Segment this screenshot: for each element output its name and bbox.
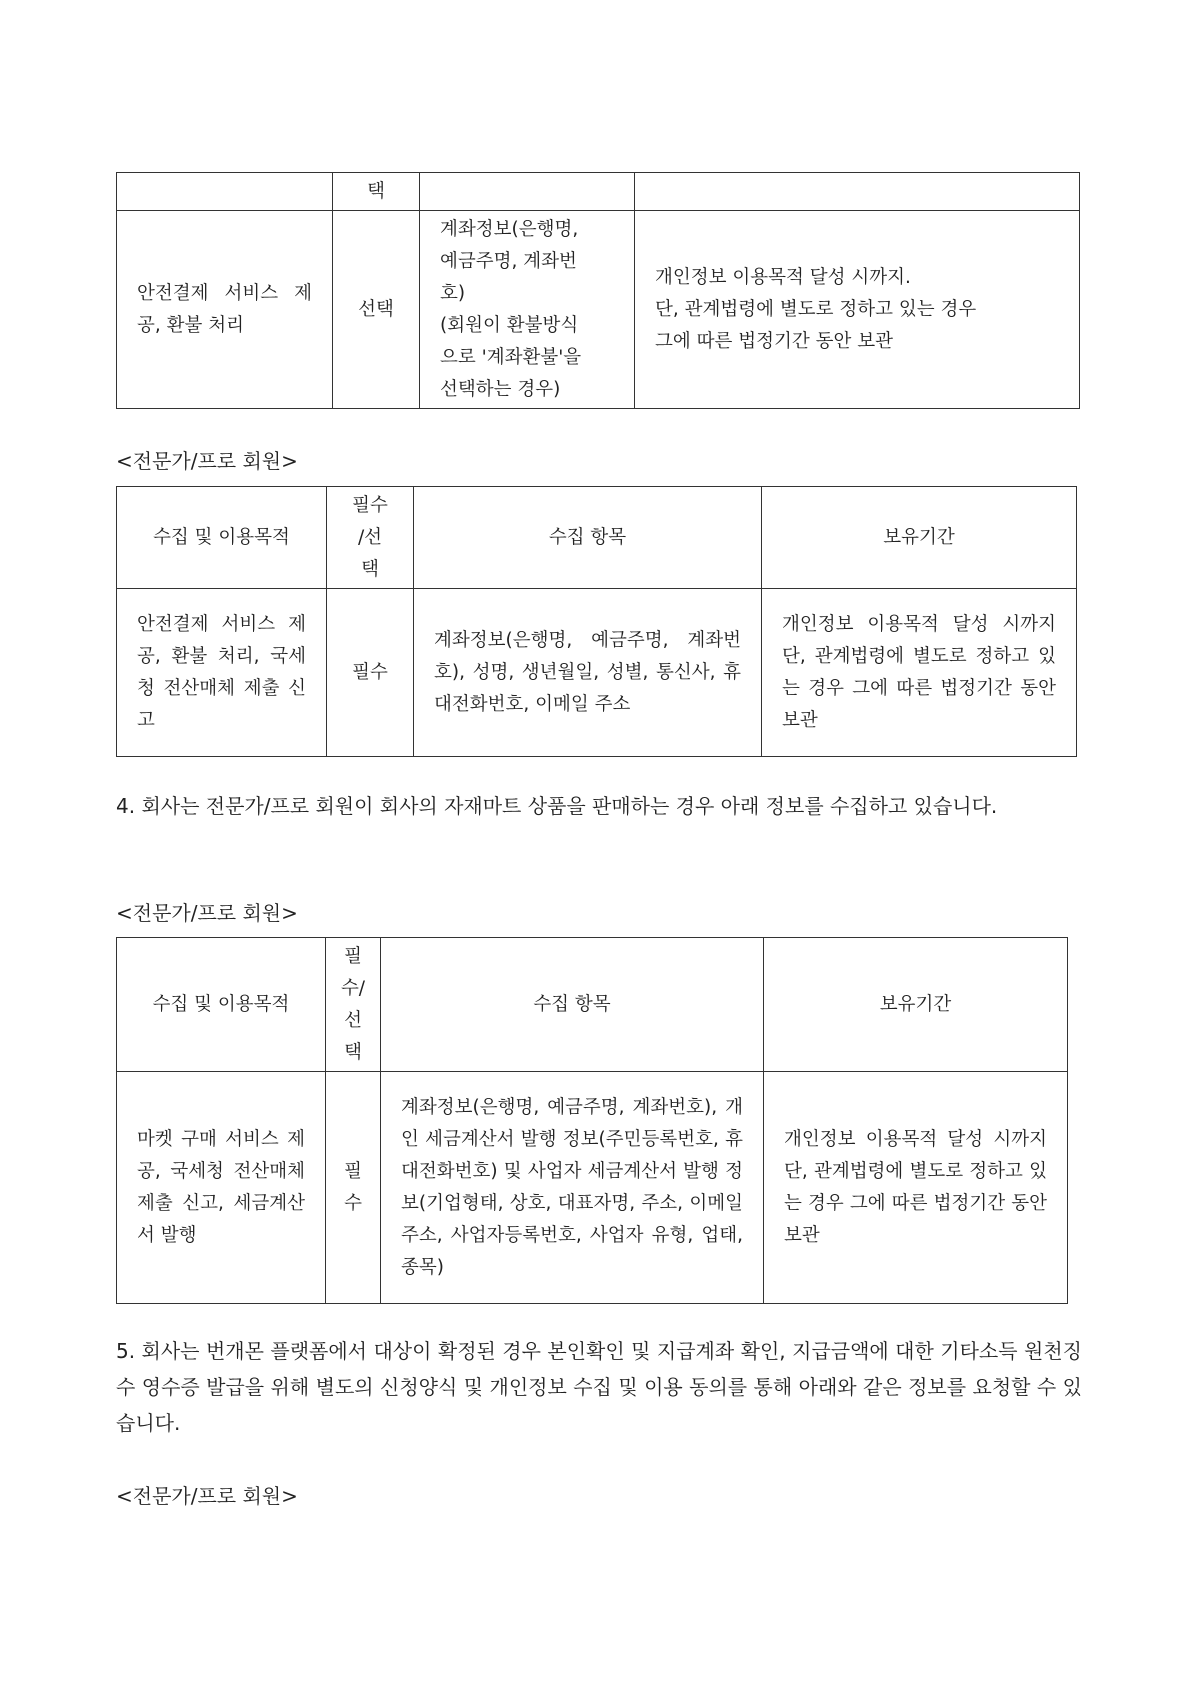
table-safe-payment-required [116,486,1077,757]
retention-cell [635,211,1080,409]
section-label-expert-pro: <전문가/프로 회원> [116,901,298,925]
required-cell: 필 수 [326,1072,381,1304]
required-cell: 필수 [327,589,414,757]
purpose-cell: 안전결제 서비스 제공, 환불 처리 [117,211,333,409]
section-label-expert-pro: <전문가/프로 회원> [116,1484,298,1508]
table-row [117,589,1077,757]
items-line: 선택하는 경우) [440,378,561,400]
retention-line: 그에 따른 법정기간 동안 보관 [655,330,893,352]
items-cell: 계좌정보(은행명, 예금주명, 계좌번호), 개인 세금계산서 발행 정보(주민등록번호, 휴대전화번호) 및 사업자 세금계산서 발행 정보(기업형태, 상호, 대표자명, 주소, 이메일 주소, 사업자등록번호, 사업자 유형, 업태, 종목) [381,1072,764,1304]
header-required: 필 수/ 선 택 [326,938,381,1072]
header-items: 수집 항목 [381,938,764,1072]
header-purpose: 수집 및 이용목적 [117,487,327,589]
header-purpose: 수집 및 이용목적 [117,938,326,1072]
purpose-cell: 안전결제 서비스 제공, 환불 처리, 국세청 전산매체 제출 신고 [117,589,327,757]
table-row [117,211,1080,409]
items-line: 호) [440,282,466,304]
items-line: 으로 '계좌환불'을 [440,346,582,368]
section-label-expert-pro: <전문가/프로 회원> [116,449,298,473]
items-line: 예금주명, 계좌번 [440,250,577,272]
table-header-row [117,487,1077,589]
items-line: 계좌정보(은행명, [440,218,579,240]
table-header-row [117,938,1068,1072]
retention-cell: 개인정보 이용목적 달성 시까지 단, 관계법령에 별도로 정하고 있는 경우 그에 따른 법정기간 동안 보관 [764,1072,1068,1304]
required-cell: 선택 [333,211,420,409]
retention-line: 개인정보 이용목적 달성 시까지. [655,266,911,288]
retention-line: 단, 관계법령에 별도로 정하고 있는 경우 [655,298,977,320]
paragraph-5: 5. 회사는 번개몬 플랫폼에서 대상이 확정된 경우 본인확인 및 지급계좌 확인, 지급금액에 대한 기타소득 원천징수 영수증 발급을 위해 별도의 신청양식 및 개인정보 수집 및 이용 동의를 통해 아래와 같은 정보를 요청할 수 있습니다. [116,1339,1082,1435]
table-market-purchase [116,937,1068,1304]
header-required: 필수 /선 택 [327,487,414,589]
items-cell: 계좌정보(은행명, 예금주명, 계좌번호), 성명, 생년월일, 성별, 통신사, 휴대전화번호, 이메일 주소 [414,589,762,757]
paragraph-4: 4. 회사는 전문가/프로 회원이 회사의 자재마트 상품을 판매하는 경우 아래 정보를 수집하고 있습니다. [116,794,998,818]
header-retention: 보유기간 [764,938,1068,1072]
items-line: (회원이 환불방식 [440,314,579,336]
items-cell [420,211,635,409]
table-row [117,1072,1068,1304]
table-row-continuation [117,173,1080,211]
header-items: 수집 항목 [414,487,762,589]
retention-cell: 개인정보 이용목적 달성 시까지 단, 관계법령에 별도로 정하고 있는 경우 그에 따른 법정기간 동안 보관 [762,589,1077,757]
header-retention: 보유기간 [762,487,1077,589]
required-cell: 택 [333,173,420,211]
purpose-cell: 마켓 구매 서비스 제공, 국세청 전산매체 제출 신고, 세금계산서 발행 [117,1072,326,1304]
table-safe-payment-optional [116,172,1080,409]
